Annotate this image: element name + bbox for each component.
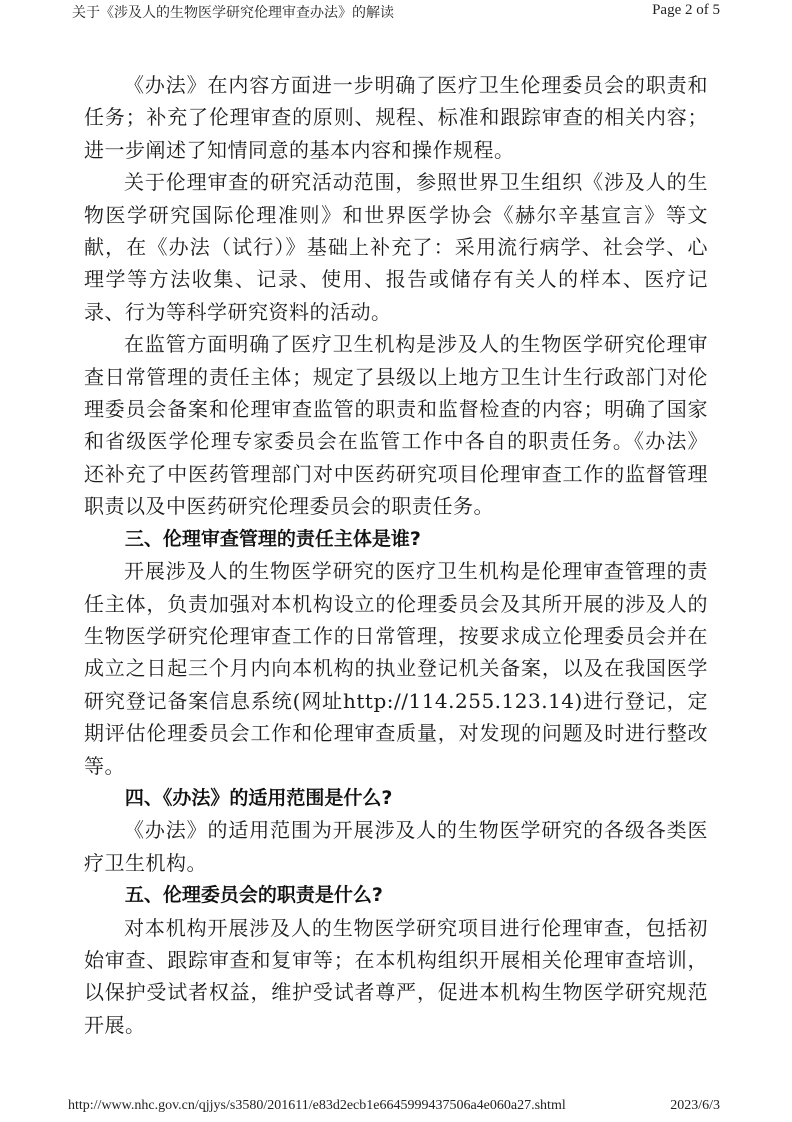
document-title: 关于《涉及人的生物医学研究伦理审查办法》的解读: [72, 5, 394, 21]
document-body: [84, 69, 708, 1041]
section-heading: 四、《办法》的适用范围是什么?: [124, 786, 393, 809]
section-heading: 三、伦理审查管理的责任主体是谁?: [124, 527, 421, 550]
page-number: Page 2 of 5: [652, 2, 720, 18]
paragraph: 《办法》的适用范围为开展涉及人的生物医学研究的各级各类医疗卫生机构。: [84, 818, 708, 875]
paragraph: 在监管方面明确了医疗卫生机构是涉及人的生物医学研究伦理审查日常管理的责任主体；规定了县级以上地方卫生计生行政部门对伦理委员会备案和伦理审查监管的职责和监督检查的内容；明确了国家和省级医学伦理专家委员会在监管工作中各自的职责任务。《办法》还补充了中医药管理部门对中医药研究项目伦理审查工作的监督管理职责以及中医药研究伦理委员会的职责任务。: [84, 332, 708, 519]
print-date: 2023/6/3: [670, 1098, 720, 1113]
paragraph: 开展涉及人的生物医学研究的医疗卫生机构是伦理审查管理的责任主体，负责加强对本机构设立的伦理委员会及其所开展的涉及人的生物医学研究伦理审查工作的日常管理，按要求成立伦理委员会并在成立之日起三个月内向本机构的执业登记机关备案，以及在我国医学研究登记备案信息系统(网址http://114.255.123.14)进行登记，定期评估伦理委员会工作和伦理审查质量，对发现的问题及时进行整改等。: [84, 559, 708, 778]
paragraph: 关于伦理审查的研究活动范围，参照世界卫生组织《涉及人的生物医学研究国际伦理准则》和世界医学协会《赫尔辛基宣言》等文献，在《办法（试行）》基础上补充了：采用流行病学、社会学、心理学等方法收集、记录、使用、报告或储存有关人的样本、医疗记录、行为等科学研究资料的活动。: [84, 170, 708, 324]
paragraph: 《办法》在内容方面进一步明确了医疗卫生伦理委员会的职责和任务；补充了伦理审查的原则、规程、标准和跟踪审查的相关内容；进一步阐述了知情同意的基本内容和操作规程。: [84, 73, 708, 162]
page-footer: [68, 1098, 720, 1118]
section-heading: 五、伦理委员会的职责是什么?: [124, 884, 383, 907]
page-header: [72, 2, 720, 22]
source-url: http://www.nhc.gov.cn/qjjys/s3580/201611/e83d2ecb1e6645999437506a4e060a27.shtml: [68, 1098, 566, 1113]
paragraph: 对本机构开展涉及人的生物医学研究项目进行伦理审查，包括初始审查、跟踪审查和复审等；在本机构组织开展相关伦理审查培训，以保护受试者权益，维护受试者尊严，促进本机构生物医学研究规范开展。: [84, 915, 708, 1037]
